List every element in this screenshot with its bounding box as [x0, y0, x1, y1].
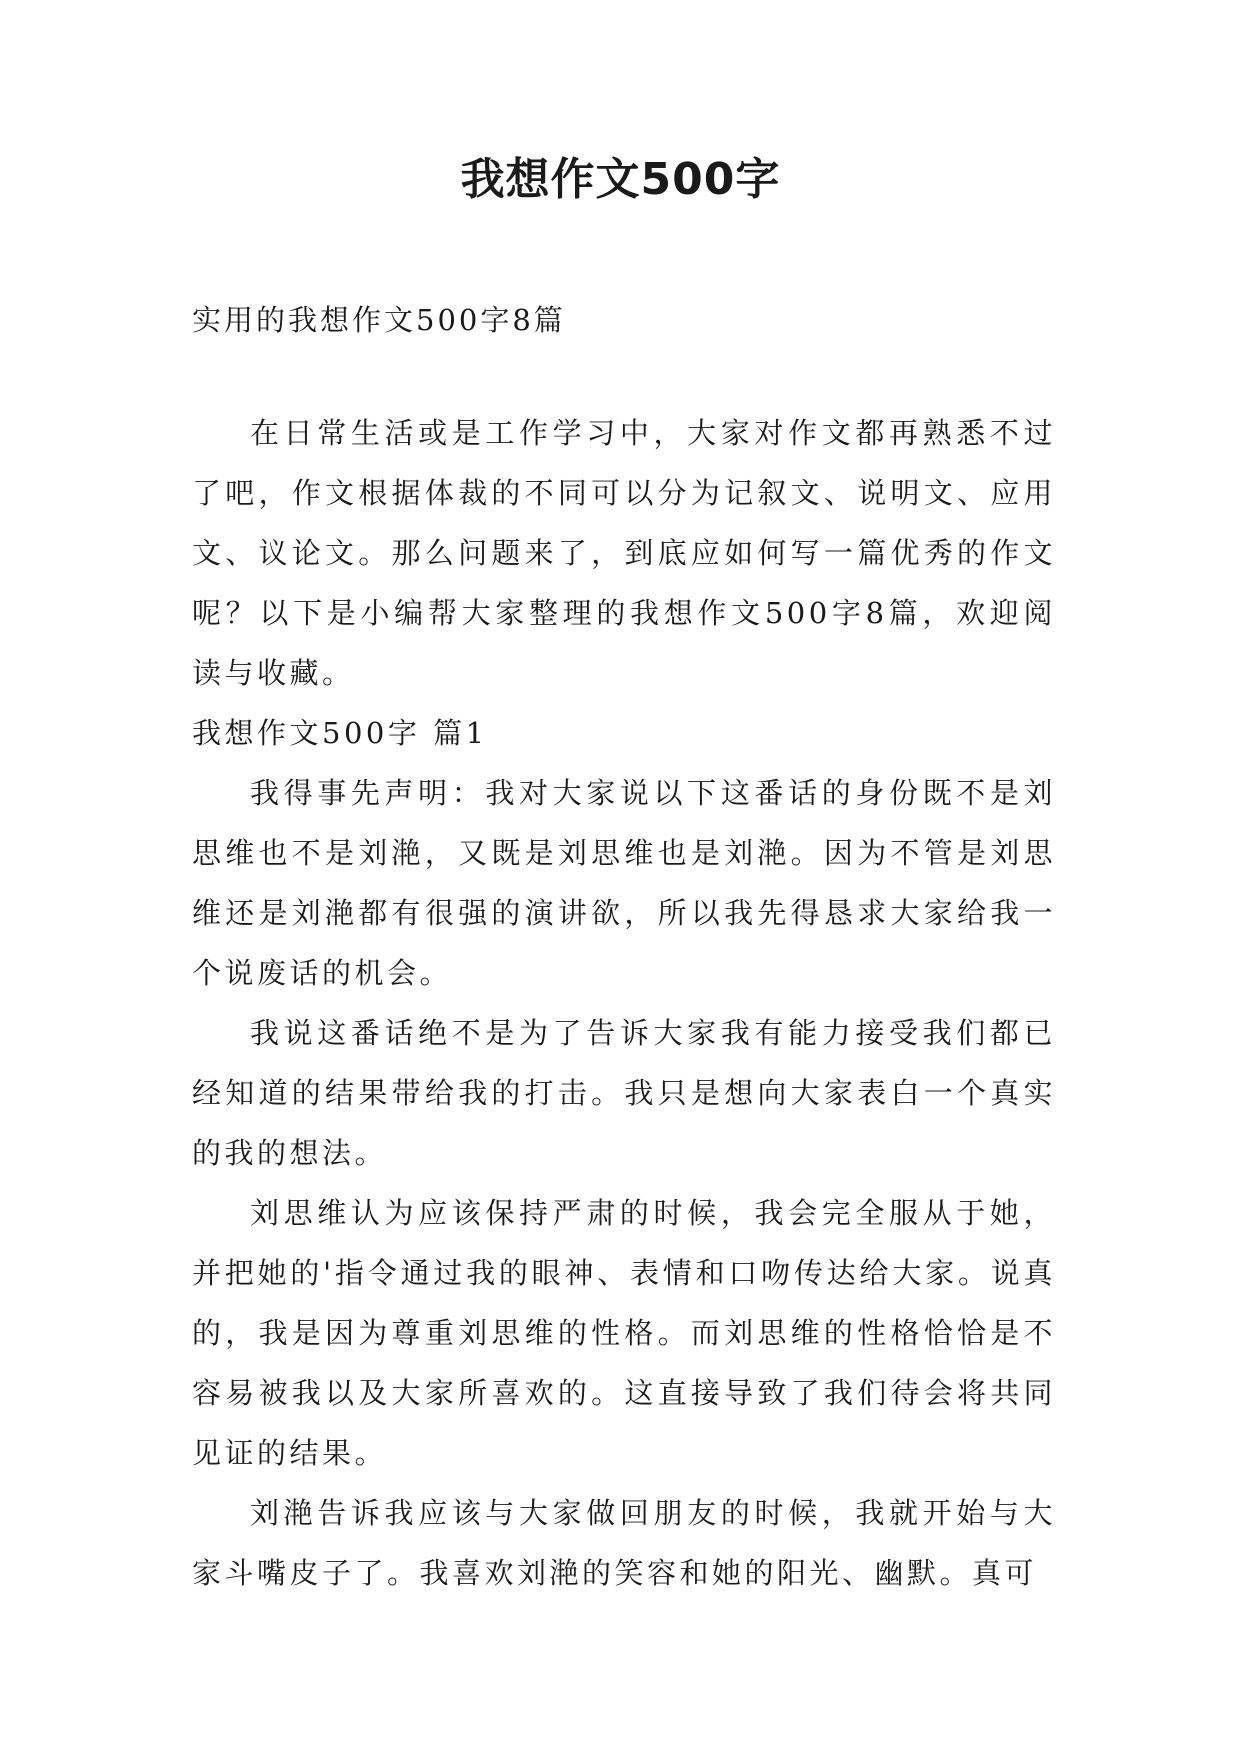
document-title: 我想作文500字 — [460, 154, 781, 205]
body-paragraph: 我说这番话绝不是为了告诉大家我有能力接受我们都已经知道的结果带给我的打击。我只是想向大家表白一个真实的我的想法。 — [192, 1016, 1056, 1170]
document-body — [192, 403, 1056, 1603]
intro-paragraph: 在日常生活或是工作学习中，大家对作文都再熟悉不过了吧，作文根据体裁的不同可以分为记叙文、说明文、应用文、议论文。那么问题来了，到底应如何写一篇优秀的作文呢？以下是小编帮大家整理的我想作文500字8篇，欢迎阅读与收藏。 — [192, 416, 1056, 690]
document-subtitle: 实用的我想作文500字8篇 — [192, 303, 566, 337]
body-paragraph: 刘思维认为应该保持严肃的时候，我会完全服从于她，并把她的'指令通过我的眼神、表情和口吻传达给大家。说真的，我是因为尊重刘思维的性格。而刘思维的性格恰恰是不容易被我以及大家所喜欢的。这直接导致了我们待会将共同见证的结果。 — [192, 1196, 1056, 1470]
body-paragraph: 我得事先声明：我对大家说以下这番话的身份既不是刘思维也不是刘滟，又既是刘思维也是刘滟。因为不管是刘思维还是刘滟都有很强的演讲欲，所以我先得恳求大家给我一个说废话的机会。 — [192, 776, 1056, 990]
section-heading: 我想作文500字 篇1 — [192, 716, 488, 750]
body-paragraph: 刘滟告诉我应该与大家做回朋友的时候，我就开始与大家斗嘴皮子了。我喜欢刘滟的笑容和她的阳光、幽默。真可 — [192, 1496, 1056, 1590]
